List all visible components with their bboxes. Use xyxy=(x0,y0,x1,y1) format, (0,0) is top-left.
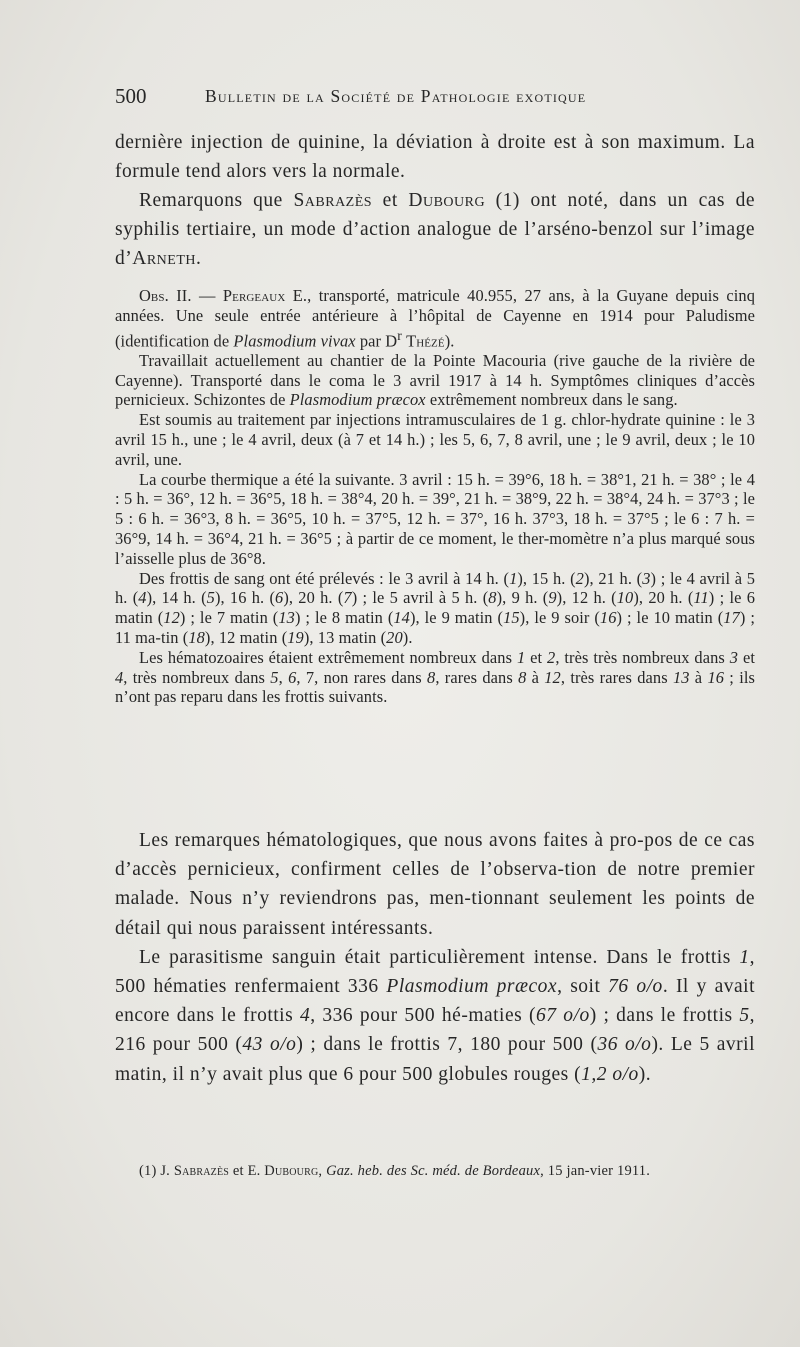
species-name: Plasmodium vivax xyxy=(233,331,356,351)
doctor-name: Thézé xyxy=(406,331,445,351)
intro-paragraph-1: dernière injection de quinine, la déviation à droite est à son maximum. La formule tend alors vers la normale. xyxy=(115,132,755,182)
observation-paragraph-5: Des frottis de sang ont été prélevés : le 3 avril à 14 h. (1), 15 h. (2), 21 h. (3) ; le 4 avril à 5 h. (4), 14 h. (5), 16 h. (6), 20 h. (7) ; le 5 avril à 5 h. (8), 9 h. (9), 12 h. (10), 20 h. (11) ; le 6 matin (12) ; le 7 matin (13) ; le 8 matin (14), le 9 matin (15), le 9 soir (16) ; le 10 matin (17) ; 11 ma-tin (18), 12 matin (19), 13 matin (20). xyxy=(115,568,756,648)
remarks-block xyxy=(115,826,755,1089)
author-name: Sabrazès xyxy=(173,1163,230,1179)
observation-paragraph-6: Les hématozoaires étaient extrêmement nombreux dans 1 et 2, très très nombreux dans 3 et 4, très nombreux dans 5, 6, 7, non rares dans 8, rares dans 8 à 12, très rares dans 13 à 16 ; ils n’ont pas reparu dans les frottis suivants. xyxy=(115,647,755,707)
author-name: Arneth xyxy=(132,248,196,269)
remarks-paragraph-1: Les remarques hématologiques, que nous avons faites à pro-pos de ce cas d’accès pernicieux, confirment celles de l’observa-tion de notre premier malade. Nous n’y reviendrons pas, men-tionnant seulement les points de détail qui nous paraissent intéressants. xyxy=(115,830,755,939)
journal-title: Bulletin de la Société de Pathologie exotique xyxy=(205,86,587,106)
observation-paragraph-3: Est soumis au traitement par injections intramusculaires de 1 g. chlor-hydrate quinine : le 3 avril 15 h., une ; le 4 avril, deux (à 7 et 14 h.) ; les 5, 6, 7, 8 avril, une ; le 9 avril, deux ; le 10 avril, une. xyxy=(115,410,755,469)
observation-label: Obs. II. xyxy=(139,286,192,305)
footnote: (1) J. Sabrazès et E. Dubourg, Gaz. heb. des Sc. méd. de Bordeaux, 15 jan-vier 1911. xyxy=(139,1163,651,1179)
journal-reference: Gaz. heb. des Sc. méd. de Bordeaux xyxy=(326,1163,541,1179)
remarks-paragraph-2: Le parasitisme sanguin était particulièrement intense. Dans le frottis 1, 500 hématies renfermaient 336 Plasmodium præcox, soit 76 o/o. Il y avait encore dans le frottis 4, 336 pour 500 hé-maties (67 o/o) ; dans le frottis 5, 216 pour 500 (43 o/o) ; dans le frottis 7, 180 pour 500 (36 o/o). Le 5 avril matin, il n’y avait plus que 6 pour 500 globules rouges (1,2 o/o). xyxy=(115,946,756,1085)
patient-name: Pergeaux E. xyxy=(222,286,308,305)
author-name: Sabrazès xyxy=(293,190,373,211)
observation-block xyxy=(115,286,755,707)
page-number: 500 xyxy=(115,84,147,108)
author-name: Dubourg xyxy=(264,1163,319,1179)
intro-paragraph-2: Remarquons que Sabrazès et Dubourg (1) ont noté, dans un cas de syphilis tertiaire, un mode d’action analogue de l’arséno-benzol sur l’image d’Arneth. xyxy=(115,190,755,269)
observation-paragraph-2: Travaillait actuellement au chantier de la Pointe Macouria (rive gauche de la rivière de Cayenne). Transporté dans le coma le 3 avril 1917 à 14 h. Symptômes cliniques d’accès pernicieux. Schizontes de Plasmodium præcox extrêmement nombreux dans le sang. xyxy=(115,350,755,410)
species-name: Plasmodium præcox xyxy=(289,390,426,410)
intro-block xyxy=(115,128,755,273)
observation-paragraph-4: La courbe thermique a été la suivante. 3 avril : 15 h. = 39°6, 18 h. = 38°1, 21 h. = 38° ; le 4 : 5 h. = 36°, 12 h. = 36°5, 18 h. = 38°4, 20 h. = 39°, 21 h. = 38°9, 22 h. = 38°4, 24 h. = 37°3 ; le 5 : 6 h. = 36°3, 8 h. = 36°5, 10 h. = 37°5, 12 h. = 37°, 16 h. 37°3, 18 h. = 37°5 ; le 6 : 7 h. = 36°9, 14 h. = 36°4, 21 h. = 36°5 ; à partir de ce moment, le ther-momètre n’a plus marqué sous l’aisselle plus de 36°8. xyxy=(115,469,755,568)
observation-paragraph-1: Obs. II. — Pergeaux E., transporté, matricule 40.955, 27 ans, à la Guyane depuis cinq années. Une seule entrée antérieure à l’hôpital de Cayenne en 1914 pour Paludisme (identification de Plasmodium vivax par $D^r$ Thézé). xyxy=(115,286,755,351)
species-name: Plasmodium præcox xyxy=(386,976,558,998)
running-header xyxy=(115,84,675,114)
author-name: Dubourg xyxy=(408,190,486,211)
